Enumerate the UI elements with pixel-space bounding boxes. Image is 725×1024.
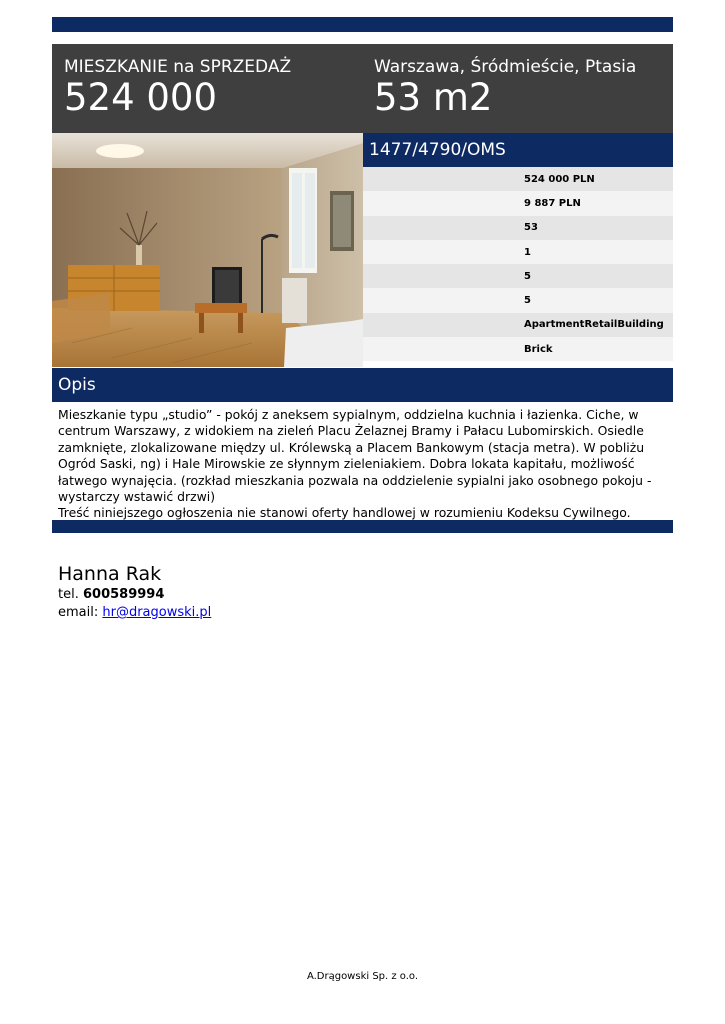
location: Warszawa, Śródmieście, Ptasia <box>374 57 637 77</box>
section-divider-bar <box>52 520 673 533</box>
listing-reference: 1477/4790/OMS <box>363 133 673 167</box>
disclaimer-line: Treść niniejszego ogłoszenia nie stanowi oferty handlowej w rozumieniu Kodeksu Cywilnego. <box>58 505 631 521</box>
agent-email-line <box>58 604 211 622</box>
listing-details <box>363 133 673 361</box>
phone-number: 600589994 <box>82 587 165 602</box>
description-text <box>58 407 668 522</box>
top-accent-bar <box>52 17 673 32</box>
description-line: zamknięte, zlokalizowane między ul. Królewską a Placem Bankowym (stacja metra). W pobliżu <box>58 439 645 455</box>
detail-row <box>363 313 673 337</box>
detail-row <box>363 264 673 288</box>
detail-value: 5 <box>524 295 531 307</box>
detail-row <box>363 216 673 240</box>
description-heading: Opis <box>52 368 673 402</box>
price-headline: 524 000 <box>64 76 218 119</box>
area-headline: 53 m2 <box>374 76 493 119</box>
description-line: łatwego wynajęcia. (rozkład mieszkania pozwala na oddzielenie sypialni jako osobnego pokoju - <box>58 472 652 488</box>
detail-row <box>363 167 673 191</box>
details-table <box>363 167 673 361</box>
detail-value: ApartmentRetailBuilding <box>524 319 664 331</box>
phone-label: tel. <box>58 587 79 602</box>
listing-header <box>52 44 673 133</box>
offer-type: MIESZKANIE na SPRZEDAŻ <box>64 57 292 77</box>
detail-value: 5 <box>524 270 531 282</box>
description-line: Ogród Saski, ng) i Hale Mirowskie ze słynnym zieleniakiem. Dobra lokata kapitału, możliwość <box>58 456 635 472</box>
detail-row <box>363 288 673 312</box>
description-line: wystarczy wstawić drzwi) <box>58 489 216 505</box>
detail-value: 53 <box>524 222 538 234</box>
agent-phone-line <box>58 586 211 604</box>
agent-contact <box>58 563 211 622</box>
detail-value: 9 887 PLN <box>524 197 581 209</box>
detail-value: 524 000 PLN <box>524 173 595 185</box>
detail-value: 1 <box>524 246 531 258</box>
agent-name: Hanna Rak <box>58 563 162 585</box>
header-right <box>374 56 636 119</box>
email-label: email: <box>58 605 99 620</box>
email-link[interactable]: hr@dragowski.pl <box>102 605 212 620</box>
apartment-photo <box>52 133 363 367</box>
description-line: Mieszkanie typu „studio” - pokój z aneksem sypialnym, oddzielna kuchnia i łazienka. Ciche, w <box>58 407 639 422</box>
detail-row <box>363 240 673 264</box>
header-left <box>64 56 291 119</box>
detail-row <box>363 337 673 361</box>
footer-company: A.Drągowski Sp. z o.o. <box>306 971 419 982</box>
description-line: centrum Warszawy, z widokiem na zieleń Placu Żelaznej Bramy i Pałacu Lubomirskich. Osiedle <box>58 423 644 439</box>
detail-row <box>363 191 673 215</box>
detail-value: Brick <box>524 343 553 355</box>
